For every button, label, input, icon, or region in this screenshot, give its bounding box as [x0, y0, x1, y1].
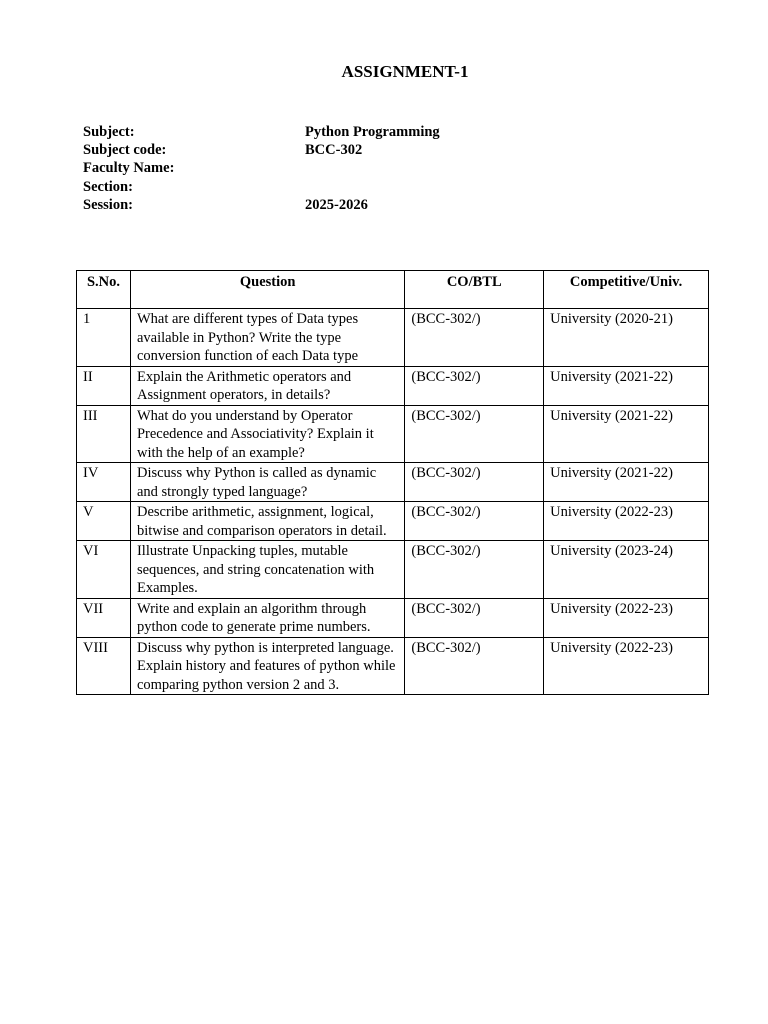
subject-row — [83, 123, 583, 141]
subject-label: Subject: — [83, 124, 135, 140]
header-cobtl: CO/BTL — [405, 271, 544, 309]
subject-code-label: Subject code: — [83, 142, 167, 159]
row-cobtl: (BCC-302/) — [405, 463, 544, 502]
section-label: Section: — [83, 178, 133, 195]
row-sno: V — [77, 502, 131, 541]
document-title: ASSIGNMENT-1 — [341, 62, 469, 81]
table-row — [77, 541, 709, 599]
row-univ: University (2021-22) — [544, 405, 709, 463]
table-row — [77, 309, 709, 367]
row-sno: 1 — [77, 309, 131, 367]
session-value: 2025-2026 — [305, 196, 368, 213]
table-header-row — [77, 271, 709, 309]
row-cobtl: (BCC-302/) — [405, 309, 544, 367]
section-row — [83, 178, 583, 196]
row-cobtl: (BCC-302/) — [405, 405, 544, 463]
questions-table — [76, 270, 709, 695]
subject-code-row — [83, 141, 583, 159]
table-row — [77, 463, 709, 502]
row-sno: VII — [77, 598, 131, 637]
table-row — [77, 366, 709, 405]
row-cobtl: (BCC-302/) — [405, 502, 544, 541]
header-question: Question — [130, 271, 404, 309]
row-univ: University (2022-23) — [544, 502, 709, 541]
table-row — [77, 502, 709, 541]
row-sno: VIII — [77, 637, 131, 695]
row-univ: University (2022-23) — [544, 637, 709, 695]
session-row — [83, 196, 583, 214]
row-question: Explain the Arithmetic operators and Assignment operators, in details? — [130, 366, 404, 405]
row-question: What are different types of Data types available in Python? Write the type conversion function of each Data type — [130, 309, 404, 367]
subject-code-value: BCC-302 — [305, 142, 363, 159]
row-question: Illustrate Unpacking tuples, mutable sequences, and string concatenation with Examples. — [130, 541, 404, 599]
table-row — [77, 405, 709, 463]
subject-info — [83, 123, 583, 214]
row-question: What do you understand by Operator Precedence and Associativity? Explain it with the help of an example? — [130, 405, 404, 463]
row-question: Write and explain an algorithm through python code to generate prime numbers. — [130, 598, 404, 637]
row-sno: IV — [77, 463, 131, 502]
row-question: Discuss why Python is called as dynamic and strongly typed language? — [130, 463, 404, 502]
subject-value: Python Programming — [305, 124, 440, 140]
row-cobtl: (BCC-302/) — [405, 637, 544, 695]
row-question: Discuss why python is interpreted language. Explain history and features of python while comparing python version 2 and 3. — [130, 637, 404, 695]
faculty-name-row — [83, 159, 583, 177]
row-sno: III — [77, 405, 131, 463]
table-row — [77, 598, 709, 637]
row-univ: University (2022-23) — [544, 598, 709, 637]
row-cobtl: (BCC-302/) — [405, 598, 544, 637]
row-sno: II — [77, 366, 131, 405]
table-row — [77, 637, 709, 695]
row-cobtl: (BCC-302/) — [405, 541, 544, 599]
row-univ: University (2023-24) — [544, 541, 709, 599]
header-competitive: Competitive/Univ. — [544, 271, 709, 309]
row-question: Describe arithmetic, assignment, logical, bitwise and comparison operators in detail. — [130, 502, 404, 541]
faculty-name-label: Faculty Name: — [83, 160, 175, 177]
row-univ: University (2021-22) — [544, 463, 709, 502]
row-univ: University (2021-22) — [544, 366, 709, 405]
row-sno: VI — [77, 541, 131, 599]
session-label: Session: — [83, 196, 133, 213]
row-cobtl: (BCC-302/) — [405, 366, 544, 405]
row-univ: University (2020-21) — [544, 309, 709, 367]
header-sno: S.No. — [77, 271, 131, 309]
